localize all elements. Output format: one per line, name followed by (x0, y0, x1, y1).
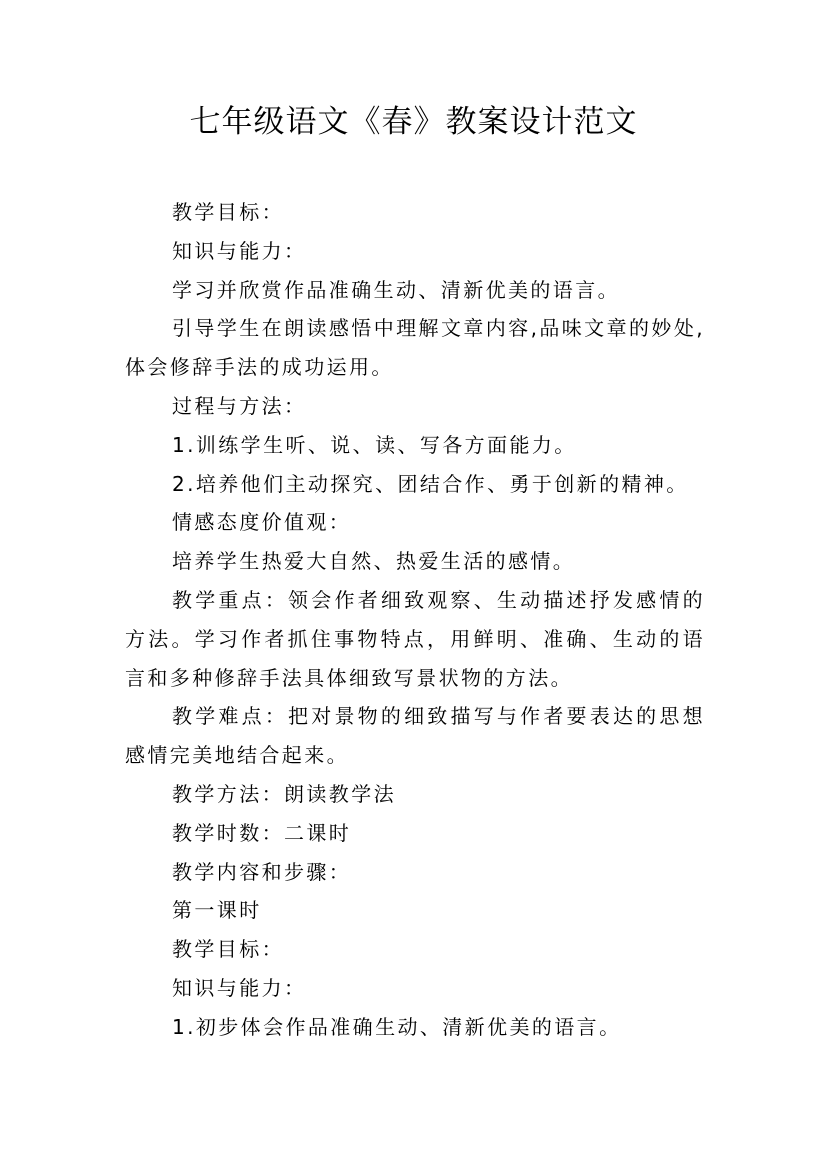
paragraph: 情感态度价值观： (172, 510, 352, 535)
paragraph: 1.训练学生听、说、读、写各方面能力。 (172, 432, 577, 457)
paragraph: 教学重点：领会作者细致观察、生动描述抒发感情的方法。学习作者抓住事物特点，用鲜明、准确、生动的语言和多种修辞手法具体细致写景状物的方法。 (125, 587, 705, 690)
paragraph: 学习并欣赏作品准确生动、清新优美的语言。 (172, 277, 620, 302)
paragraph: 教学难点：把对景物的细致描写与作者要表达的思想感情完美地结合起来。 (125, 704, 705, 768)
paragraph: 知识与能力： (172, 238, 307, 263)
paragraph: 引导学生在朗读感悟中理解文章内容,品味文章的妙处,体会修辞手法的成功运用。 (125, 316, 705, 380)
paragraph: 2.培养他们主动探究、团结合作、勇于创新的精神。 (172, 471, 689, 496)
document-title: 七年级语文《春》教案设计范文 (189, 104, 638, 140)
paragraph: 知识与能力： (172, 975, 307, 1000)
paragraph: 培养学生热爱大自然、热爱生活的感情。 (172, 549, 576, 574)
paragraph: 1.初步体会作品准确生动、清新优美的语言。 (172, 1014, 622, 1039)
paragraph: 教学方法：朗读教学法 (172, 781, 396, 806)
document-body (125, 193, 705, 1047)
paragraph: 过程与方法： (172, 393, 307, 418)
paragraph: 教学目标： (172, 200, 284, 224)
paragraph: 教学内容和步骤： (172, 859, 352, 884)
paragraph: 教学目标： (172, 937, 284, 962)
paragraph: 教学时数：二课时 (172, 820, 352, 845)
paragraph: 第一课时 (172, 898, 262, 923)
